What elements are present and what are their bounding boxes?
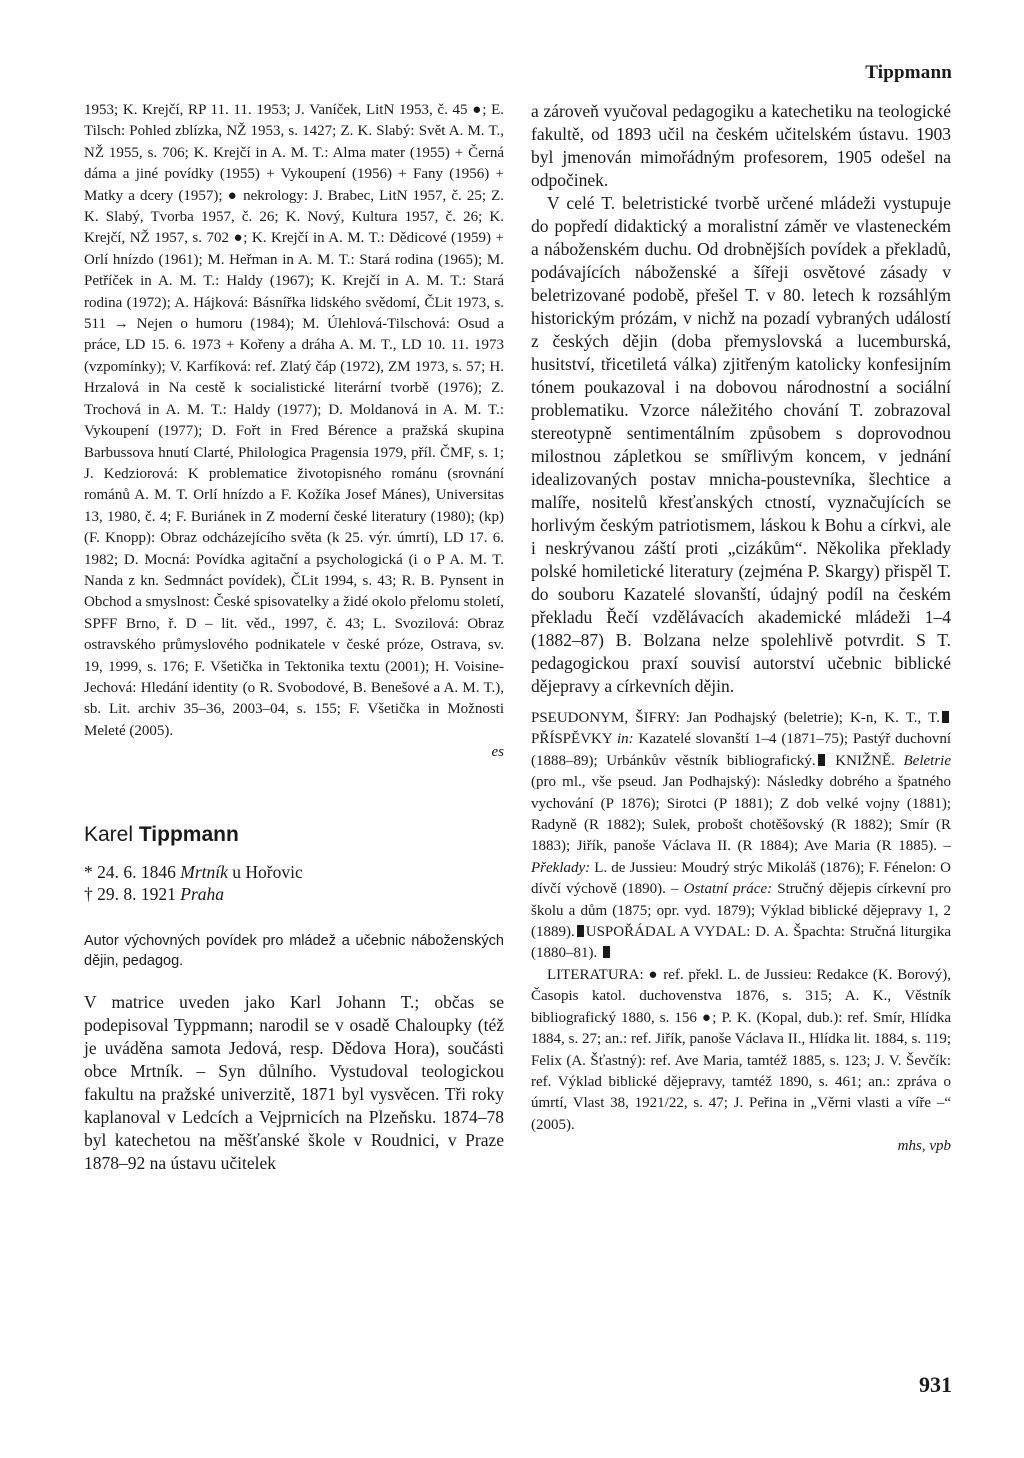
pseudonym-text: PSEUDONYM, ŠIFRY: Jan Podhajský (beletrie); K-n, K. T., T. [531,710,940,726]
right-column [531,100,951,1157]
entry-surname: Tippmann [138,823,239,847]
edited-works-list: D. A. Špachta: Stručná liturgika (1880–81). [531,924,951,962]
birth-place: Mrtník [180,862,228,883]
author-signature-mhs-vpb: mhs, vpb [897,1138,951,1155]
entry-first-name: Karel [84,823,139,847]
section-square-marker [577,925,584,937]
section-square-marker [942,711,949,723]
death-place: Praha [180,884,224,905]
author-signature-es: es [491,744,504,761]
biography-paragraph-1: V matrice uveden jako Karl Johann T.; občas se podepisoval Typpmann; narodil se v osadě Chaloupky (též je uváděna samota Jedová, resp. Dědova Hora), součásti obce Mrtník. – Syn důlního. Vystudoval teologickou fakultu na pražské univerzitě, 1871 byl vysvěcen. Tři roky kaplanoval v Ledcích a Vejprnicích na Plzeňsku. 1874–78 byl katechetou na měšťanské škole v Roudnici, v Praze 1878–92 na ústavu učitelek [84,992,504,1174]
bibliography-continuation: 1953; K. Krejčí, RP 11. 11. 1953; J. Vaníček, LitN 1953, č. 45 ●; E. Tilsch: Pohled zblízka, NŽ 1953, s. 1427; Z. K. Slabý: Svět A. M. T., NŽ 1955, s. 706; K. Krejčí in A. M. T.: Alma mater (1955) + Černá dáma a jiné povídky (1955) + Vykoupení (1956) + Fany (1956) + Matky a dcery (1957); ● nekrology: J. Brabec, LitN 1957, č. 25; Z. K. Slabý, Tvorba 1957, č. 26; K. Nový, Kultura 1957, č. 26; K. Krejčí, NŽ 1957, s. 702 ●; K. Krejčí in A. M. T.: Dědicové (1959) + Orlí hnízdo (1961); M. Heřman in A. M. T.: Stará rodina (1965); M. Petříček in A. M. T.: Haldy (1967); K. Krejčí in A. M. T.: Stará rodina (1972); A. Hájková: Básnířka lidského svědomí, ČLit 1973, s. 511 → Nejen o humoru (1984); M. Úlehlová-Tilschová: Osud a práce, LD 15. 6. 1973 + Kořeny a dráha A. M. T., LD 10. 11. 1973 (vzpomínky); V. Karfíková: ref. Zlatý čáp (1972), ZM 1973, s. 57; H. Hrzalová in Na cestě k socialistické literární tvorbě (1976); Z. Trochová in A. M. T.: Haldy (1977); D. Moldanová in A. M. T.: Vykoupení (1977); D. Fořt in Fred Bérence a pražská skupina Barbussova hnutí Clarté, Philologica Pragensia 1979, příl. ČMF, s. 1; J. Kedziorová: K problematice životopisného románu (srovnání románů A. M. T. Orlí hnízdo a F. Kožíka Josef Mánes), Universitas 13, 1980, č. 4; F. Buriánek in Z moderní české literatury (1980); (kp) (F. Knopp): Obraz odcházejícího světa (k 25. výr. úmrtí), LD 17. 6. 1982; D. Mocná: Povídka agitační a psychologická (i o P A. M. T. Nanda z kn. Sedmnáct povídek), ČLit 1994, s. 43; R. B. Pynsent in Obchod a smyslnost: České spisovatelky a židé okolo přelomu století, SPFF Brno, ř. D – lit. věd., 1997, č. 43; L. Svozilová: Obraz ostravského průmyslového podnikatele v české próze, Ostrava, sv. 19, 1999, s. 176; F. Všetička in Tektonika textu (2001); H. Voisine-Jechová: Hledání identity (o R. Svobodové, B. Benešové a A. M. T.), sb. Lit. archiv 35–36, 2003–04, s. 155; F. Všetička in Možnosti Meleté (2005). [84,102,504,739]
running-head: Tippmann [865,62,952,83]
birth-line: * 24. 6. 1846 Mrtník u Hořovic [84,862,303,883]
translations-list: L. de Jussieu: Moudrý strýc Mikoláš (1876); F. Fénelon: O dívčí výchově (1890). – [531,859,951,898]
entry-summary: Autor výchovných povídek pro mládež a učebnic náboženských dějin, pedagog. [84,933,504,970]
works-section: PSEUDONYM, ŠIFRY: Jan Podhajský (beletrie); K-n, K. T., T. PŘÍSPĚVKY in: Kazatelé slovanští 1–4 (1871–75); Pastýř duchovní (1888–89); Urbánkův věstník bibliografický. KNIŽNĚ. Beletrie (pro ml., vše pseud. Jan Podhajský): Následky dobrého a špatného vychování (P 1876); Sirotci (P 1881); Z dob velké vojny (1881); Radyně (R 1882); Sulek, probošt chotěšovský (R 1882); Smír (R 1883); Jiřík, panoše Václava II. (R 1884); Ave Maria (R 1885). – Překlady: L. de Jussieu: Moudrý strýc Mikoláš (1876); F. Fénelon: O dívčí výchově (1890). – Ostatní práce: Stručný dějepis církevní pro školu a dům (1875; opr. vyd. 1879); Výklad biblické dějepravy 1, 2 (1889). USPOŘÁDAL A VYDAL: D. A. Špachta: Stručná liturgika (1880–81). [531,710,951,962]
other-works-list: Stručný dějepis církevní pro školu a dům (1875; opr. vyd. 1879); Výklad biblické dějepravy 1, 2 (1889). [531,881,951,941]
biography-paragraph-2: a zároveň vyučoval pedagogiku a katechetiku na teologické fakultě, od 1893 učil na českém učitelském ústavu. 1903 byl jmenován mimořádným profesorem, 1905 odešel na odpočinek. [531,101,951,190]
literature-section: LITERATURA: ● ref. překl. L. de Jussieu: Redakce (K. Borový), Časopis katol. duchovenstva 1876, s. 315; A. K., Věstník bibliografický 1880, s. 156 ●; P. K. (Kopal, dub.): ref. Smír, Hlídka 1884, s. 27; an.: ref. Jiřík, panoše Václava II., Hlídka lit. 1884, s. 119; Felix (A. Šťastný): ref. Ave Maria, tamtéž 1885, s. 123; J. V. Ševčík: ref. Výklad biblické dějepravy, tamtéž 1890, s. 461; an.: zpráva o úmrtí, Vlast 38, 1921/22, s. 47; J. Peřina in „Věrni vlasti a víře –“ (2005). [531,966,951,1133]
section-square-marker [603,946,610,958]
death-line: † 29. 8. 1921 Praha [84,884,224,905]
left-column [84,100,504,1175]
contributions-text: Kazatelé slovanští 1–4 (1871–75); Pastýř duchovní (1888–89); Urbánkův věstník bibliografický. [531,731,951,769]
fiction-list: (pro ml., vše pseud. Jan Podhajský): Následky dobrého a špatného vychování (P 1876); Sirotci (P 1881); Z dob velké vojny (1881); Radyně (R 1882); Sulek, probošt chotěšovský (R 1882); Smír (R 1883); Jiřík, panoše Václava II. (R 1884); Ave Maria (R 1885). – [531,774,951,855]
biography-paragraph-3: V celé T. beletristické tvorbě určené mládeži vystupuje do popředí didaktický a moralistní záměr ve vlasteneckém a náboženském duchu. Od drobnějších povídek a překladů, podávajících náboženské a šířeji osvětové zásady v beletrizované podobě, přešel T. v 80. letech k rozsáhlým historickým prózám, v nichž na pozadí vybraných událostí z českých dějin (doba přemyslovská a lucemburská, husitství, třicetiletá válka) zjitřeným katolicky konfesijním tónem poukazoval i na dobovou národnostní a sociální problematiku. Vzorce náležitého chování T. zobrazoval stereotypně sentimentálním způsobem s doprovodnou milostnou zápletkou se smířlivým koncem, v jednání idealizovaných postav mnicha-poustevníka, šlechtice a malíře, nositelů křesťanských ctností, vyznačujících se horlivým českým patriotismem, láskou k Bohu a církvi, ale i neskrývanou záští proti „cizákům“. Několika překlady polské homiletické literatury (zejména P. Skargy) přispěl T. do souboru Kazatelé slovanští, údajný podíl na českém překladu Řečí vzdělávacích akademické mládeži 1–4 (1882–87) B. Bolzana nelze spolehlivě potvrdit. S T. pedagogickou praxí souvisí autorství učebnic biblické dějepravy a církevních dějin. [531,193,951,696]
entry-heading [84,823,504,847]
section-square-marker [818,754,825,766]
page-number: 931 [919,1372,952,1397]
